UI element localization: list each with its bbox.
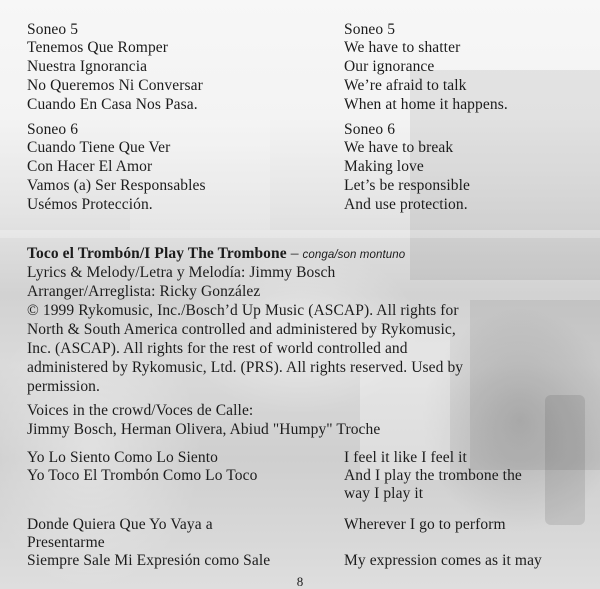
soneo6-line-en: And use protection. <box>344 196 468 213</box>
soneo5-line-en: Our ignorance <box>344 58 435 75</box>
soneo6-line-en: Making love <box>344 158 424 175</box>
soneo5-line-es: No Queremos Ni Conversar <box>27 77 203 94</box>
verse1-line-es: Yo Toco El Trombón Como Lo Toco <box>27 467 258 484</box>
soneo6-line-en: Let’s be responsible <box>344 177 470 194</box>
verse2-line-en: My expression comes as it may <box>344 552 542 569</box>
credit-line: Arranger/Arreglista: Ricky González <box>27 283 261 300</box>
song-title-line <box>27 244 405 265</box>
background-photo-shape <box>545 395 585 525</box>
title-dash: – <box>286 245 303 262</box>
copyright-line: Inc. (ASCAP). All rights for the rest of world controlled and <box>27 340 408 357</box>
copyright-line: North & South America controlled and administered by Rykomusic, <box>27 321 456 338</box>
background-photo-shape <box>0 230 600 238</box>
soneo5-heading-en: Soneo 5 <box>344 21 396 38</box>
voices-label: Voices in the crowd/Voces de Calle: <box>27 402 254 419</box>
verse1-line-en: way I play it <box>344 485 424 502</box>
soneo6-line-es: Usémos Protección. <box>27 196 153 213</box>
song-title: Toco el Trombón/I Play The Trombone <box>27 245 287 262</box>
copyright-line: permission. <box>27 378 100 395</box>
verse1-line-en: I feel it like I feel it <box>344 449 467 466</box>
verse1-line-en: And I play the trombone the <box>344 467 522 484</box>
soneo5-line-en: We have to shatter <box>344 39 461 56</box>
soneo5-line-en: When at home it happens. <box>344 96 508 113</box>
copyright-line: administered by Rykomusic, Ltd. (PRS). All rights reserved. Used by <box>27 359 464 376</box>
soneo5-line-es: Nuestra Ignorancia <box>27 58 148 75</box>
verse2-line-es: Siempre Sale Mi Expresión como Sale <box>27 552 271 569</box>
verse2-line-en: Wherever I go to perform <box>344 516 506 533</box>
verse2-line-es: Donde Quiera Que Yo Vaya a <box>27 516 213 533</box>
credit-line: Lyrics & Melody/Letra y Melodía: Jimmy Bosch <box>27 264 336 281</box>
soneo5-line-en: We’re afraid to talk <box>344 77 467 94</box>
soneo5-line-es: Cuando En Casa Nos Pasa. <box>27 96 198 113</box>
page-number: 8 <box>296 574 304 589</box>
soneo6-line-es: Cuando Tiene Que Ver <box>27 139 171 156</box>
verse1-line-es: Yo Lo Siento Como Lo Siento <box>27 449 219 466</box>
verse2-line-es: Presentarme <box>27 534 105 551</box>
soneo5-heading-es: Soneo 5 <box>27 21 79 38</box>
soneo6-line-es: Con Hacer El Amor <box>27 158 153 175</box>
soneo6-heading-es: Soneo 6 <box>27 121 79 138</box>
soneo6-line-es: Vamos (a) Ser Responsables <box>27 177 206 194</box>
soneo6-line-en: We have to break <box>344 139 454 156</box>
soneo6-heading-en: Soneo 6 <box>344 121 396 138</box>
copyright-line: © 1999 Rykomusic, Inc./Bosch’d Up Music (ASCAP). All rights for <box>27 302 459 319</box>
voices-names: Jimmy Bosch, Herman Olivera, Abiud "Humpy" Troche <box>27 421 381 438</box>
song-style: conga/son montuno <box>302 249 406 261</box>
soneo5-line-es: Tenemos Que Romper <box>27 39 169 56</box>
